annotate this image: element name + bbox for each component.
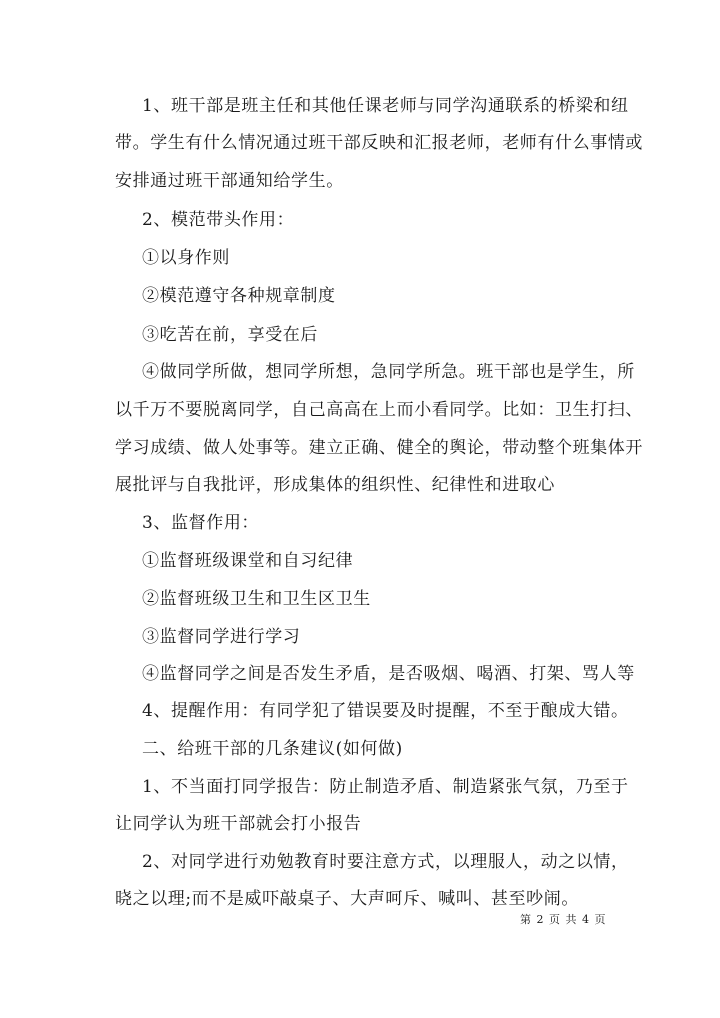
paragraph-line: 安排通过班干部通知给学生。 [115,171,344,191]
paragraph-line: ④监督同学之间是否发生矛盾，是否吸烟、喝酒、打架、骂人等 [142,664,635,684]
paragraph-line: 展批评与自我批评，形成集体的组织性、纪律性和进取心 [115,475,555,495]
paragraph-line: 让同学认为班干部就会打小报告 [115,814,362,834]
paragraph-line: 4、提醒作用：有同学犯了错误要及时提醒，不至于酿成大错。 [142,701,629,721]
paragraph-line: 1、班干部是班主任和其他任课老师与同学沟通联系的桥梁和纽 [142,96,629,116]
paragraph-line: ②模范遵守各种规章制度 [142,286,336,306]
paragraph-line: ①以身作则 [142,248,230,268]
paragraph-line: ②监督班级卫生和卫生区卫生 [142,589,371,609]
paragraph-line: ③监督同学进行学习 [142,627,301,647]
page-number-footer: 第 2 页 共 4 页 [520,913,607,926]
paragraph-line: 以千万不要脱离同学，自己高高在上而小看同学。比如：卫生打扫、 [115,400,643,420]
paragraph-line: ①监督班级课堂和自习纪律 [142,551,354,571]
paragraph-line: ④做同学所做，想同学所想，急同学所急。班干部也是学生，所 [142,362,635,382]
paragraph-line: ③吃苦在前，享受在后 [142,325,318,345]
paragraph-line: 学习成绩、做人处事等。建立正确、健全的舆论，带动整个班集体开 [115,438,643,458]
paragraph-line: 带。学生有什么情况通过班干部反映和汇报老师，老师有什么事情或 [115,133,643,153]
paragraph-line: 1、不当面打同学报告：防止制造矛盾、制造紧张气氛，乃至于 [142,777,629,797]
paragraph-line: 2、对同学进行劝勉教育时要注意方式，以理服人，动之以情， [142,852,629,872]
paragraph-line: 2、模范带头作用： [142,210,295,230]
paragraph-line: 3、监督作用： [142,513,260,533]
paragraph-line: 晓之以理;而不是威吓敲桌子、大声呵斥、喊叫、甚至吵闹。 [115,889,579,909]
paragraph-line: 二、给班干部的几条建议(如何做) [142,739,403,759]
